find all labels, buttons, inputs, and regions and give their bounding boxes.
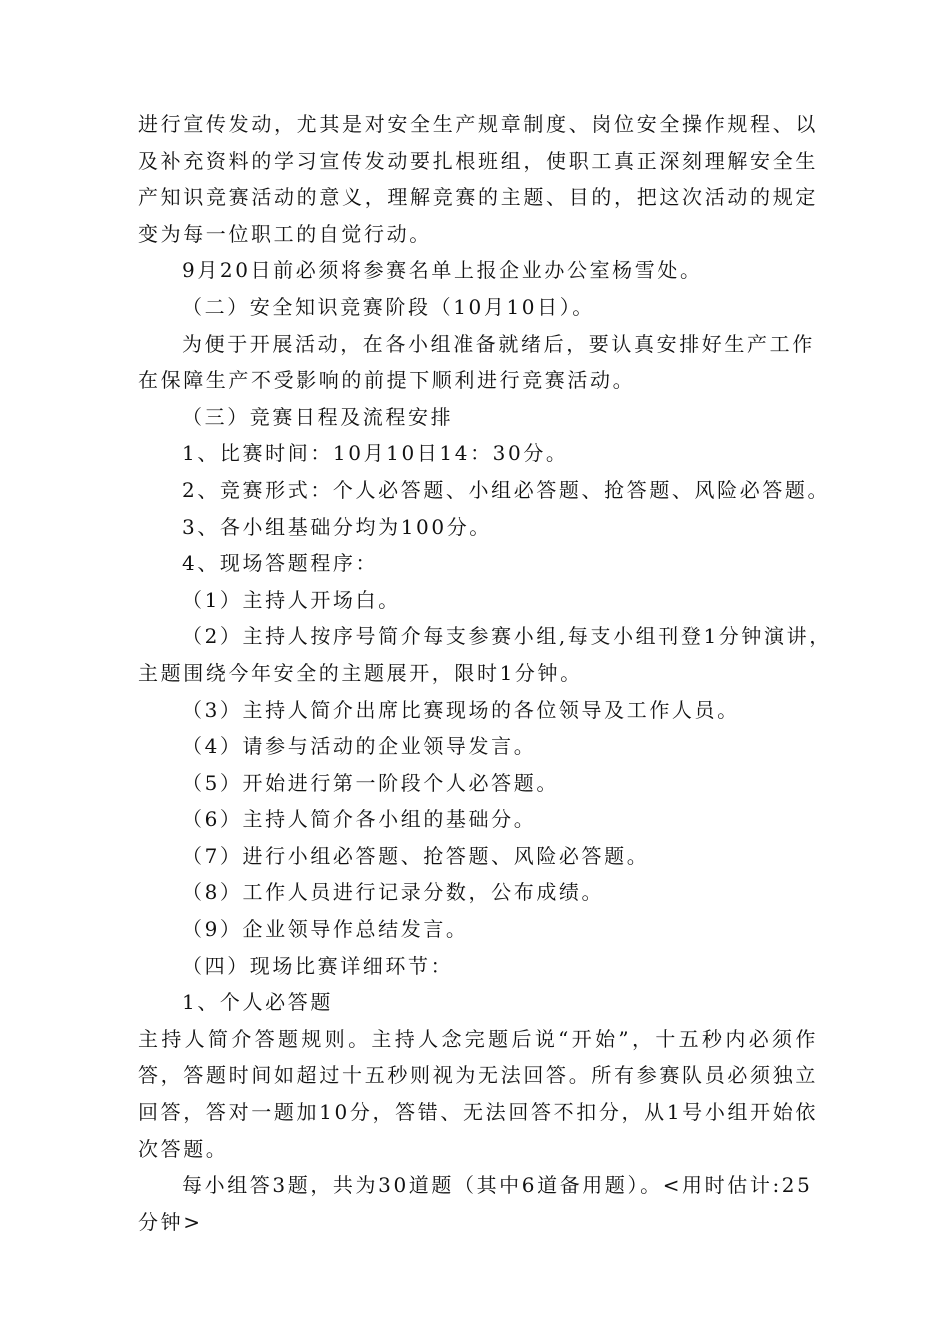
list-item: （2）主持人按序号简介每支参赛小组,每支小组刊登1分钟演讲， (182, 624, 832, 649)
paragraph-line: 变为每一位职工的自觉行动。 (138, 221, 432, 246)
section-heading: （四）现场比赛详细环节： (182, 953, 454, 978)
paragraph-line: 分钟> (138, 1209, 203, 1234)
paragraph-line: 进行宣传发动，尤其是对安全生产规章制度、岗位安全操作规程、以 (138, 112, 818, 136)
list-item: （8）工作人员进行记录分数，公布成绩。 (182, 880, 605, 905)
paragraph-line: 每小组答3题，共为30道题（其中6道备用题）。<用时估计:25 (182, 1173, 813, 1198)
paragraph-line: 为便于开展活动，在各小组准备就绪后，要认真安排好生产工作 (182, 331, 815, 356)
list-item: （1）主持人开场白。 (182, 587, 401, 612)
list-item: 1、比赛时间：10月10日14：30分。 (182, 441, 569, 466)
paragraph-line: 回答，答对一题加10分，答错、无法回答不扣分，从1号小组开始依 (138, 1100, 818, 1125)
list-item: 4、现场答题程序： (182, 551, 379, 576)
section-heading: （三）竞赛日程及流程安排 (182, 404, 454, 429)
section-heading: （二）安全知识竞赛阶段（10月10日）。 (182, 294, 595, 319)
paragraph-line: 及补充资料的学习宣传发动要扎根班组，使职工真正深刻理解安全生 (138, 148, 818, 173)
list-item: （7）进行小组必答题、抢答题、风险必答题。 (182, 843, 650, 868)
paragraph-line: 次答题。 (138, 1136, 229, 1161)
paragraph-line: 9月20日前必须将参赛名单上报企业办公室杨雪处。 (182, 258, 703, 283)
list-item: （5）开始进行第一阶段个人必答题。 (182, 770, 559, 795)
document-body (138, 106, 832, 1240)
list-item: （3）主持人简介出席比赛现场的各位领导及工作人员。 (182, 697, 740, 722)
paragraph-line: 主持人简介答题规则。主持人念完题后说“开始”，十五秒内必须作 (138, 1026, 818, 1051)
list-item: （6）主持人简介各小组的基础分。 (182, 807, 537, 832)
list-item: 2、竞赛形式：个人必答题、小组必答题、抢答题、风险必答题。 (182, 477, 831, 502)
paragraph-line: 产知识竞赛活动的意义，理解竞赛的主题、目的，把这次活动的规定 (138, 185, 818, 210)
paragraph-line: 主题围绕今年安全的主题展开，限时1分钟。 (138, 660, 583, 685)
list-item: （4）请参与活动的企业领导发言。 (182, 734, 537, 759)
paragraph-line: 在保障生产不受影响的前提下顺利进行竞赛活动。 (138, 368, 636, 393)
list-item: 3、各小组基础分均为100分。 (182, 514, 492, 539)
list-item: （9）企业领导作总结发言。 (182, 917, 469, 942)
subsection-heading: 1、个人必答题 (182, 990, 333, 1015)
paragraph-line: 答，答题时间如超过十五秒则视为无法回答。所有参赛队员必须独立 (138, 1063, 818, 1088)
